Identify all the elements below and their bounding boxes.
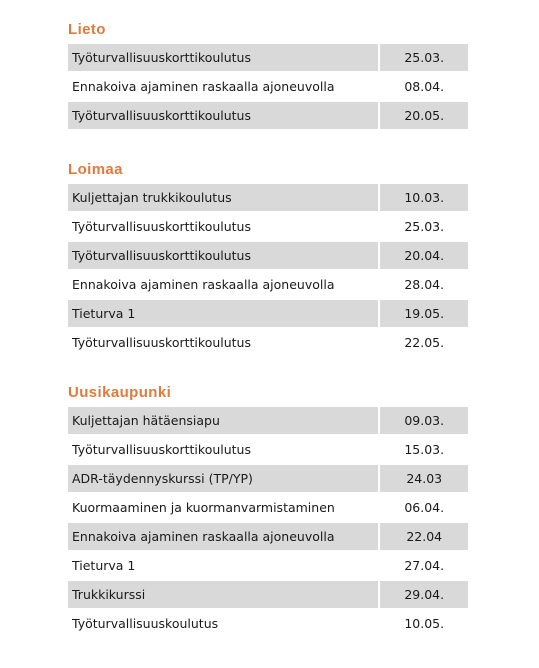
- course-name: Tieturva 1: [68, 300, 378, 327]
- course-name: Työturvallisuuskorttikoulutus: [72, 442, 251, 457]
- section-uusikaupunki: [68, 380, 468, 638]
- course-row: [68, 523, 468, 550]
- course-name: Työturvallisuuskorttikoulutus: [68, 44, 378, 71]
- course-row: [68, 44, 468, 71]
- course-date: 22.05.: [404, 335, 445, 350]
- course-row: [68, 270, 468, 299]
- course-name: Työturvallisuuskorttikoulutus: [72, 335, 251, 350]
- course-date: 22.04: [380, 523, 468, 550]
- course-date: 20.05.: [380, 102, 468, 129]
- course-name: ADR-täydennyskurssi (TP/YP): [68, 465, 378, 492]
- course-row: [68, 551, 468, 580]
- section-loimaa: [68, 157, 468, 357]
- course-date: 28.04.: [404, 277, 445, 292]
- course-date: 08.04.: [404, 79, 445, 94]
- course-date: 19.05.: [380, 300, 468, 327]
- course-name: Ennakoiva ajaminen raskaalla ajoneuvolla: [72, 277, 335, 292]
- section-title: Lieto: [68, 21, 106, 38]
- course-name: Työturvallisuuskorttikoulutus: [68, 102, 378, 129]
- course-row: [68, 435, 468, 464]
- course-row: [68, 609, 468, 638]
- course-name: Työturvallisuuskoulutus: [72, 616, 219, 631]
- course-row: [68, 493, 468, 522]
- section-lieto: [68, 17, 468, 130]
- course-date: 25.03.: [380, 44, 468, 71]
- course-row: [68, 328, 468, 357]
- course-name: Työturvallisuuskorttikoulutus: [68, 242, 378, 269]
- course-row: [68, 465, 468, 492]
- course-row: [68, 212, 468, 241]
- course-date: 20.04.: [380, 242, 468, 269]
- course-date: 27.04.: [404, 558, 445, 573]
- course-date: 25.03.: [404, 219, 445, 234]
- course-row: [68, 407, 468, 434]
- course-name: Kuljettajan hätäensiapu: [68, 407, 378, 434]
- course-name: Ennakoiva ajaminen raskaalla ajoneuvolla: [72, 79, 335, 94]
- course-name: Trukkikurssi: [68, 581, 378, 608]
- course-name: Tieturva 1: [72, 558, 136, 573]
- section-title: Uusikaupunki: [68, 384, 172, 401]
- course-date: 06.04.: [404, 500, 445, 515]
- course-date: 29.04.: [380, 581, 468, 608]
- course-row: [68, 581, 468, 608]
- course-date: 10.03.: [380, 184, 468, 211]
- section-title: Loimaa: [68, 161, 123, 178]
- course-name: Kuormaaminen ja kuormanvarmistaminen: [72, 500, 335, 515]
- course-date: 15.03.: [404, 442, 445, 457]
- course-row: [68, 184, 468, 211]
- course-row: [68, 72, 468, 101]
- course-row: [68, 300, 468, 327]
- course-row: [68, 102, 468, 129]
- course-date: 10.05.: [404, 616, 445, 631]
- course-row: [68, 242, 468, 269]
- course-date: 09.03.: [380, 407, 468, 434]
- course-name: Ennakoiva ajaminen raskaalla ajoneuvolla: [68, 523, 378, 550]
- course-date: 24.03: [380, 465, 468, 492]
- course-name: Kuljettajan trukkikoulutus: [68, 184, 378, 211]
- course-name: Työturvallisuuskorttikoulutus: [72, 219, 251, 234]
